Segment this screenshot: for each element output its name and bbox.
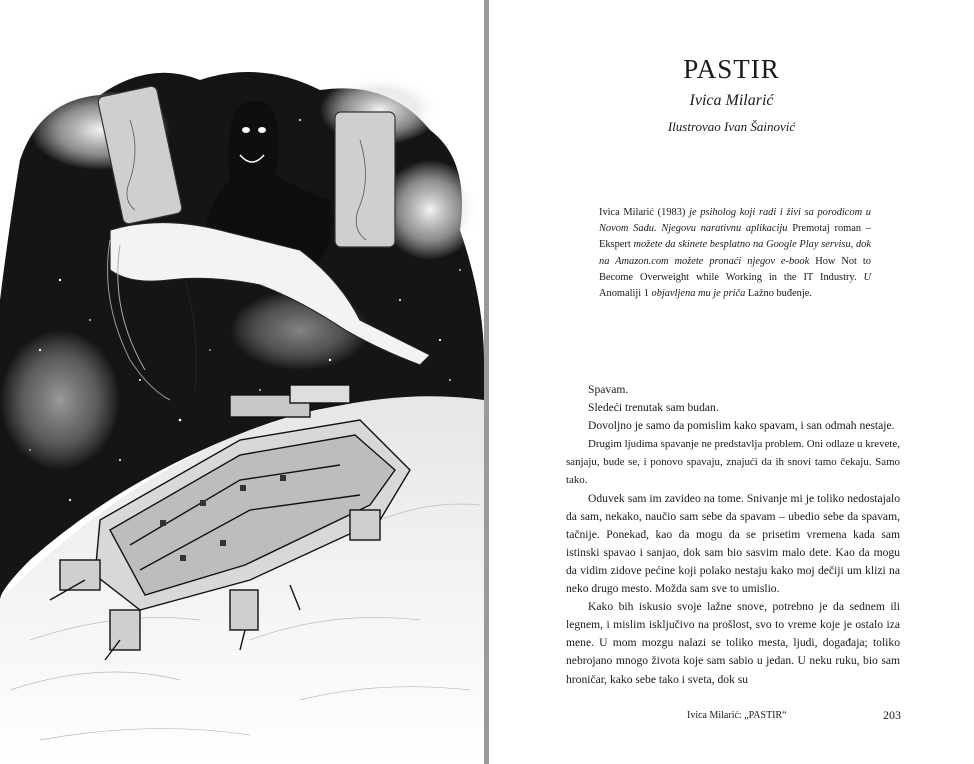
- paragraph: Spavam.: [588, 383, 629, 396]
- right-page: [489, 0, 974, 764]
- paragraph: Dovoljno je samo da pomislim kako spavam, i san odmah nestaje.: [588, 419, 895, 433]
- bio-segment: How Not to Become Overweight while Working in the IT Industry.: [599, 255, 871, 283]
- bio-segment: možete da skinete besplatno na Google Play servisu, dok na Amazon.com možete pronaći njegov e-book: [599, 239, 871, 267]
- paragraph: Sledeći trenutak sam budan.: [588, 401, 719, 415]
- bio-segment: Ivica Milarić (1983): [599, 207, 690, 218]
- left-page: [0, 0, 484, 764]
- author-name: Ivica Milarić: [689, 92, 774, 109]
- bio-segment: Premotaj roman – Ekspert: [599, 223, 871, 251]
- bio-segment: U: [863, 271, 871, 283]
- story-text: [566, 381, 900, 689]
- illustrator-credit: Ilustrovao Ivan Šainović: [667, 119, 796, 134]
- bio-segment: je psiholog koji radi i živi sa porodicom u Novom Sadu. Njegovu narativnu aplikaciju: [599, 207, 871, 235]
- paragraph: Kako bih iskusio svoje lažne snove, potrebno je da sednem ili legnem, i mislim isključivo na prošlost, svo to vreme koje je ostalo iza mene. U mom mozgu nalazi se toliko mesta, ljudi, događaja; toliko nebrojano mnogo života koje sam sabio u jedan. U neku ruku, bio sam hroničar, kako sebe tako i sveta, dok su: [566, 600, 900, 686]
- paragraph: Drugim ljudima spavanje ne predstavlja problem. Oni odlaze u krevete, sanjaju, bude se, i ponovo spavaju, znajući da ih snovi tamo čekaju. Samo tako.: [566, 438, 900, 487]
- bio-segment: Lažno buđenje.: [747, 288, 812, 300]
- illustration-image: [0, 0, 484, 764]
- author-bio: [599, 205, 871, 302]
- running-head: Ivica Milarić: „PASTIR“: [687, 710, 787, 721]
- page-number: 203: [883, 708, 901, 722]
- bio-segment: Anomaliji 1: [599, 288, 652, 300]
- paragraph: Oduvek sam im zavideo na tome. Snivanje mi je toliko nedostajalo da sam, nekako, naučio sam sebe da spavam – ubedio sebe da spavam, tačnije. Ponekad, kao da mogu da se prisetim vremena kada sam istinski spavao i sanjao, dok sam bio sasvim malo dete. Kao da mogu da vidim zidove pećine koji polako nestaju kako moj dečiji um klizi na neko drugo mesto. Možda sam sve to umislio.: [566, 491, 900, 596]
- story-title: PASTIR: [683, 54, 780, 84]
- bio-segment: objavljena mu je priča: [651, 288, 748, 300]
